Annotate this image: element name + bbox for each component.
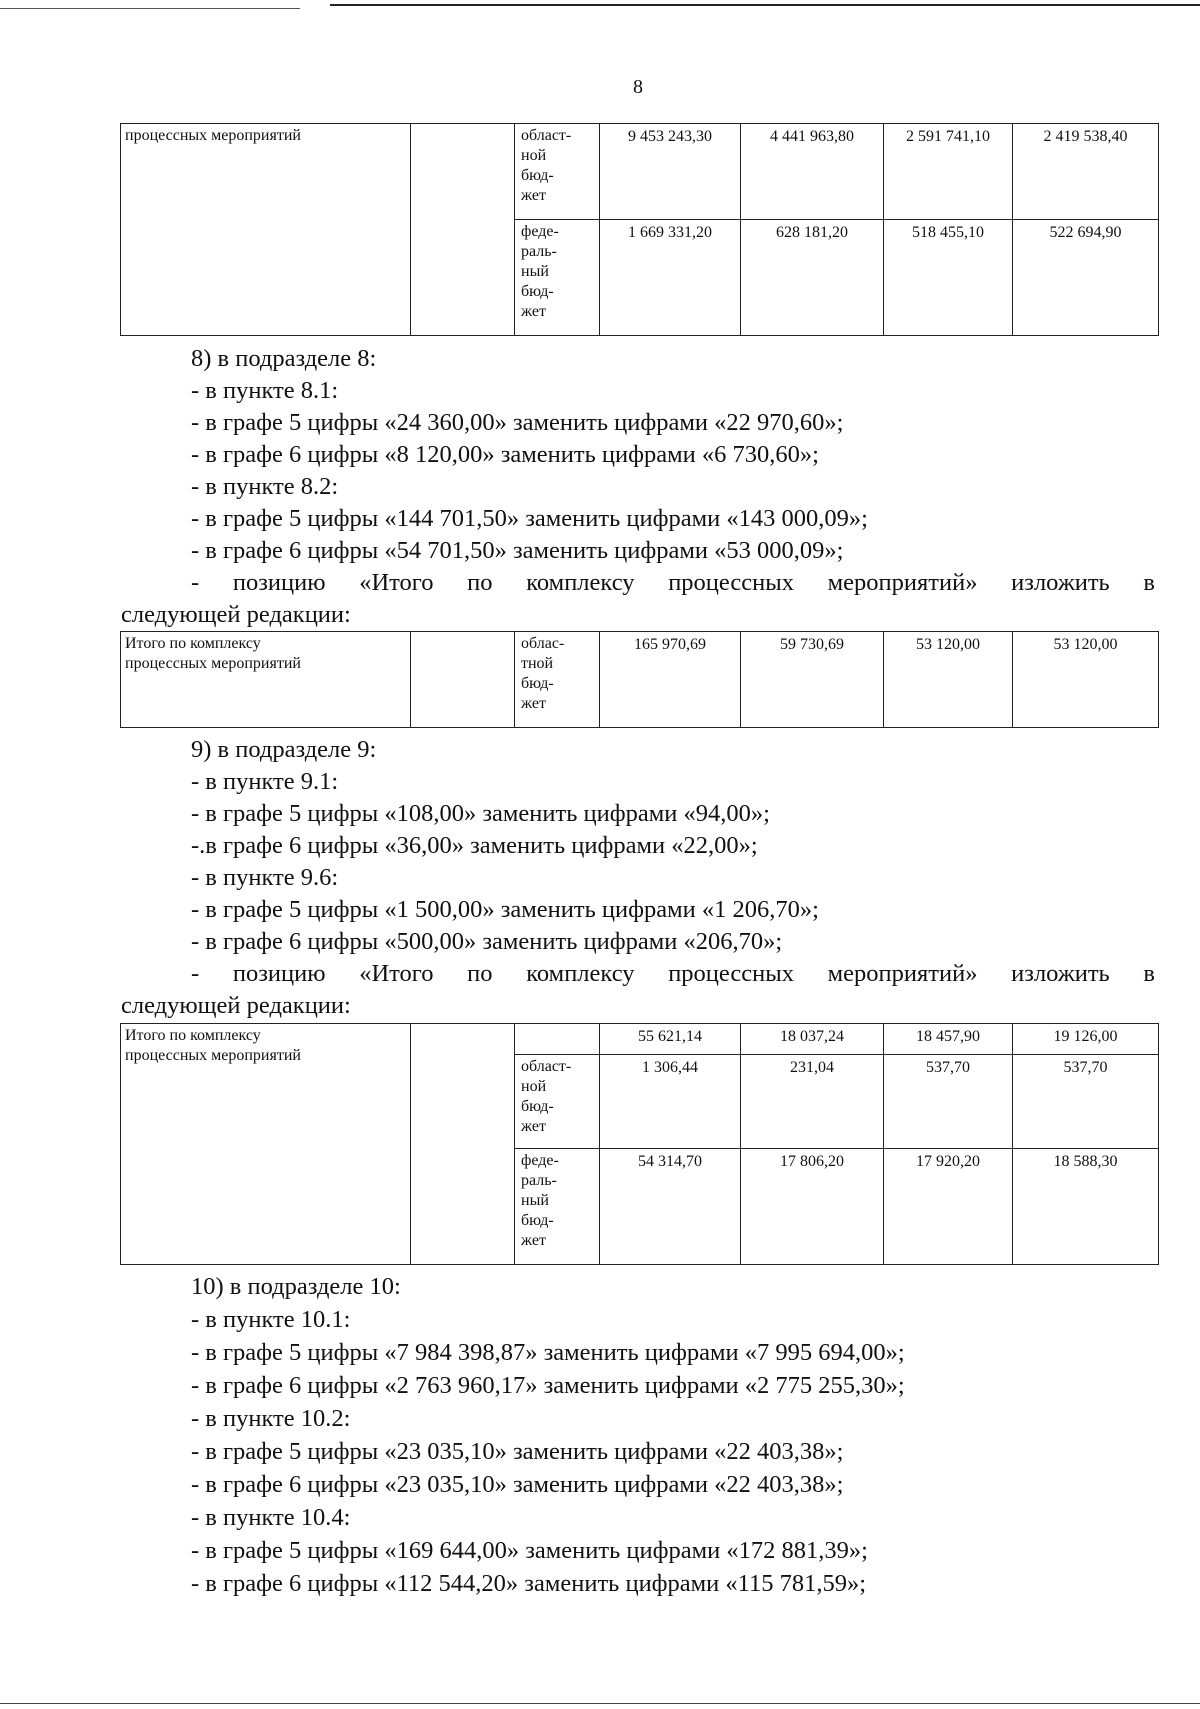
page-number: 8: [633, 76, 643, 98]
row-label: процессных мероприятий: [121, 124, 411, 336]
value-cell: 59 730,69: [741, 632, 884, 728]
text-line: - позицию «Итого по комплексу процессных мероприятий» изложить в: [191, 569, 1155, 596]
empty-cell: [411, 124, 515, 336]
source-cell: феде- раль- ный бюд- жет: [515, 220, 600, 336]
table-row: [121, 632, 1159, 728]
text-line: - в графе 5 цифры «1 500,00» заменить цифрами «1 206,70»;: [191, 896, 819, 923]
value-cell: 17 806,20: [741, 1149, 884, 1265]
text-line: - в пункте 10.1:: [191, 1306, 351, 1333]
text-line: - в пункте 8.2:: [191, 473, 339, 500]
text-line: следующей редакции:: [121, 992, 351, 1019]
table-row: [121, 1024, 1159, 1055]
value-cell: 53 120,00: [1013, 632, 1159, 728]
empty-cell: [411, 632, 515, 728]
text-line: - в графе 6 цифры «8 120,00» заменить цифрами «6 730,60»;: [191, 441, 819, 468]
table-total-section-8: [120, 631, 1159, 728]
value-cell: 537,70: [1013, 1055, 1159, 1149]
value-cell: 19 126,00: [1013, 1024, 1159, 1055]
value-cell: 2 419 538,40: [1013, 124, 1159, 220]
text-line: -.в графе 6 цифры «36,00» заменить цифрами «22,00»;: [191, 832, 758, 859]
value-cell: 9 453 243,30: [600, 124, 741, 220]
top-border-line-left: [0, 8, 300, 9]
value-cell: 18 457,90: [884, 1024, 1013, 1055]
source-cell: феде- раль- ный бюд- жет: [515, 1149, 600, 1265]
bottom-border-line: [0, 1703, 1200, 1704]
text-line: - в пункте 9.6:: [191, 864, 339, 891]
text-line: - в графе 5 цифры «108,00» заменить цифрами «94,00»;: [191, 800, 770, 827]
text-line: - в графе 5 цифры «24 360,00» заменить цифрами «22 970,60»;: [191, 409, 844, 436]
section-8-heading: 8) в подразделе 8:: [191, 345, 377, 372]
value-cell: 1 306,44: [600, 1055, 741, 1149]
value-cell: 1 669 331,20: [600, 220, 741, 336]
text-line: - в пункте 9.1:: [191, 768, 339, 795]
section-10-heading: 10) в подразделе 10:: [191, 1273, 401, 1300]
source-cell: облас- тной бюд- жет: [515, 632, 600, 728]
section-9-heading: 9) в подразделе 9:: [191, 736, 377, 763]
table-processes-continued: [120, 123, 1159, 336]
row-label: Итого по комплексу процессных мероприятий: [121, 632, 411, 728]
top-border-line: [330, 4, 1200, 6]
value-cell: 53 120,00: [884, 632, 1013, 728]
source-cell: област- ной бюд- жет: [515, 124, 600, 220]
value-cell: 518 455,10: [884, 220, 1013, 336]
source-cell: област- ной бюд- жет: [515, 1055, 600, 1149]
text-line: - в графе 6 цифры «112 544,20» заменить цифрами «115 781,59»;: [191, 1570, 867, 1597]
text-line: - в графе 5 цифры «7 984 398,87» заменить цифрами «7 995 694,00»;: [191, 1339, 905, 1366]
text-line: - в графе 5 цифры «144 701,50» заменить цифрами «143 000,09»;: [191, 505, 868, 532]
text-line: - в пункте 8.1:: [191, 377, 339, 404]
empty-cell: [411, 1024, 515, 1265]
text-line: - в пункте 10.4:: [191, 1504, 351, 1531]
value-cell: 4 441 963,80: [741, 124, 884, 220]
text-line: следующей редакции:: [121, 601, 351, 628]
value-cell: 18 037,24: [741, 1024, 884, 1055]
value-cell: 55 621,14: [600, 1024, 741, 1055]
value-cell: 18 588,30: [1013, 1149, 1159, 1265]
text-line: - в графе 6 цифры «500,00» заменить цифрами «206,70»;: [191, 928, 783, 955]
value-cell: 17 920,20: [884, 1149, 1013, 1265]
text-line: - в графе 6 цифры «23 035,10» заменить цифрами «22 403,38»;: [191, 1471, 844, 1498]
value-cell: 231,04: [741, 1055, 884, 1149]
value-cell: 2 591 741,10: [884, 124, 1013, 220]
value-cell: 537,70: [884, 1055, 1013, 1149]
value-cell: 54 314,70: [600, 1149, 741, 1265]
text-line: - в графе 5 цифры «23 035,10» заменить цифрами «22 403,38»;: [191, 1438, 844, 1465]
text-line: - в графе 5 цифры «169 644,00» заменить цифрами «172 881,39»;: [191, 1537, 868, 1564]
text-line: - в графе 6 цифры «54 701,50» заменить цифрами «53 000,09»;: [191, 537, 844, 564]
table-total-section-9: [120, 1023, 1159, 1265]
text-line: - в пункте 10.2:: [191, 1405, 351, 1432]
value-cell: 165 970,69: [600, 632, 741, 728]
text-line: - позицию «Итого по комплексу процессных мероприятий» изложить в: [191, 960, 1155, 987]
value-cell: 522 694,90: [1013, 220, 1159, 336]
row-label: Итого по комплексу процессных мероприятий: [121, 1024, 411, 1265]
table-row: [121, 124, 1159, 220]
empty-cell: [515, 1024, 600, 1055]
value-cell: 628 181,20: [741, 220, 884, 336]
text-line: - в графе 6 цифры «2 763 960,17» заменить цифрами «2 775 255,30»;: [191, 1372, 905, 1399]
